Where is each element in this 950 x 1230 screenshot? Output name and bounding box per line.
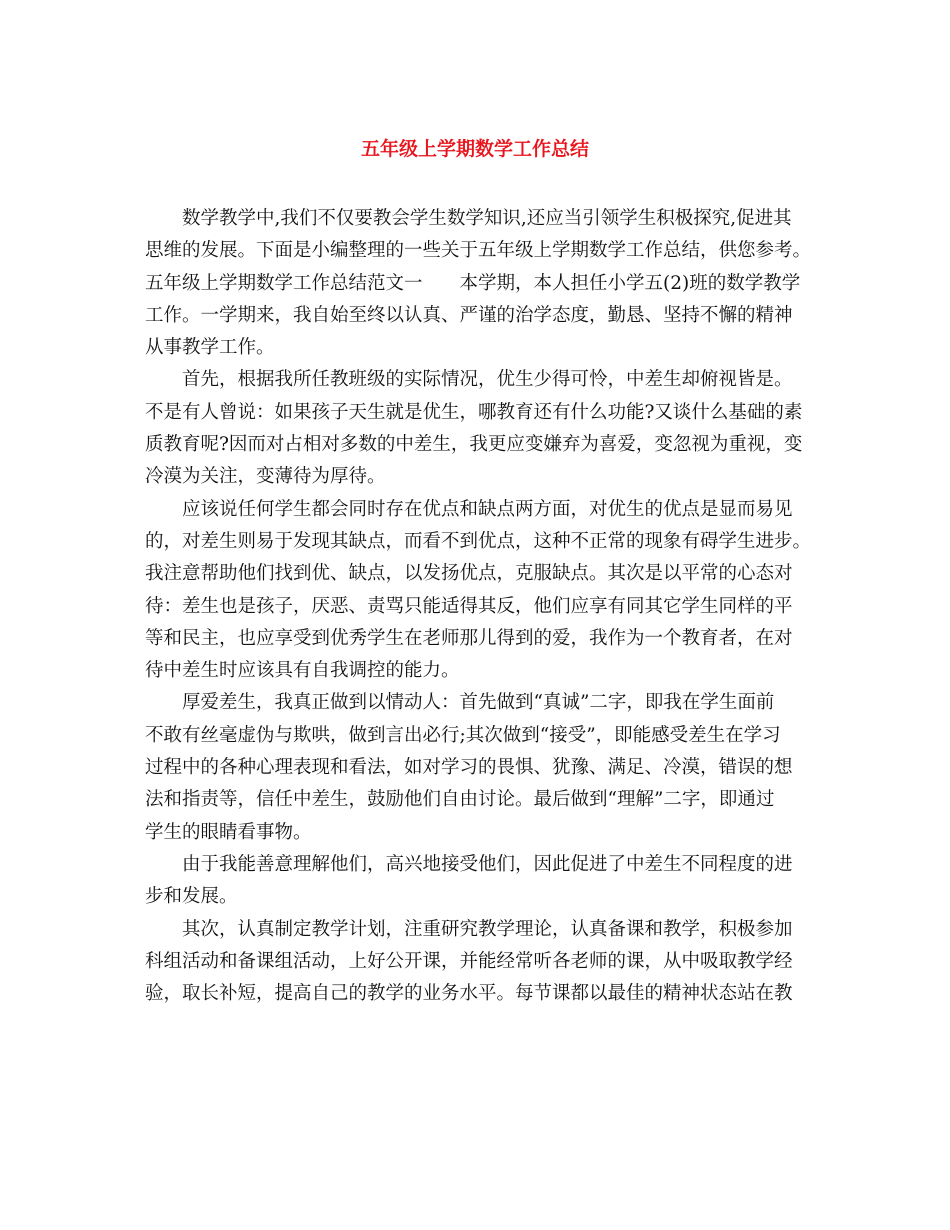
text-line: 思维的发展。下面是小编整理的一些关于五年级上学期数学工作总结，供您参考。 [145, 240, 812, 262]
text-line: 我注意帮助他们找到优、缺点，以发扬优点，克服缺点。其次是以平常的心态对 [145, 563, 793, 585]
text-line: 验，取长补短，提高自己的教学的业务水平。每节课都以最佳的精神状态站在教 [145, 983, 793, 1005]
text-line: 待：差生也是孩子，厌恶、责骂只能适得其反，他们应享有同其它学生同样的平 [145, 595, 793, 617]
text-line: 步和发展。 [145, 886, 238, 908]
text-line: 待中差生时应该具有自我调控的能力。 [145, 660, 460, 682]
document-body [145, 203, 810, 1010]
text-line: 质教育呢?因而对占相对多数的中差生，我更应变嫌弃为喜爱，变忽视为重视，变 [145, 434, 803, 456]
text-line: 等和民主，也应享受到优秀学生在老师那儿得到的爱，我作为一个教育者，在对 [145, 627, 793, 649]
text-line: 由于我能善意理解他们，高兴地接受他们，因此促进了中差生不同程度的进 [182, 853, 793, 875]
text-line: 的，对差生则易于发现其缺点，而看不到优点，这种不正常的现象有碍学生进步。 [145, 530, 812, 552]
text-line: 应该说任何学生都会同时存在优点和缺点两方面，对优生的优点是显而易见 [182, 498, 793, 520]
document-title: 五年级上学期数学工作总结 [360, 138, 589, 160]
text-line: 冷漠为关注，变薄待为厚待。 [145, 466, 386, 488]
text-line: 数学教学中,我们不仅要教会学生数学知识,还应当引领学生积极探究,促进其 [182, 208, 792, 229]
text-line: 五年级上学期数学工作总结范文一 本学期，本人担任小学五(2)班的数学教学 [145, 272, 801, 294]
text-line: 不是有人曾说：如果孩子天生就是优生，哪教育还有什么功能?又谈什么基础的素 [145, 401, 803, 423]
text-line: 过程中的各种心理表现和看法，如对学习的畏惧、犹豫、满足、冷漠，错误的想 [145, 757, 793, 779]
text-line: 学生的眼睛看事物。 [145, 821, 312, 843]
text-line: 首先，根据我所任教班级的实际情况，优生少得可怜，中差生却俯视皆是。 [182, 369, 793, 391]
text-line: 工作。一学期来，我自始至终以认真、严谨的治学态度，勤恳、坚持不懈的精神 [145, 304, 793, 326]
text-line: 不敢有丝毫虚伪与欺哄，做到言出必行;其次做到“接受”，即能感受差生在学习 [145, 724, 781, 746]
text-line: 厚爱差生，我真正做到以情动人：首先做到“真诚”二字，即我在学生面前 [182, 692, 775, 714]
text-line: 法和指责等，信任中差生，鼓励他们自由讨论。最后做到“理解”二字，即通过 [145, 789, 775, 811]
text-line: 其次，认真制定教学计划，注重研究教学理论，认真备课和教学，积极参加 [182, 918, 793, 940]
text-line: 科组活动和备课组活动，上好公开课，并能经常听各老师的课，从中吸取教学经 [145, 950, 793, 972]
text-line: 从事教学工作。 [145, 337, 275, 359]
